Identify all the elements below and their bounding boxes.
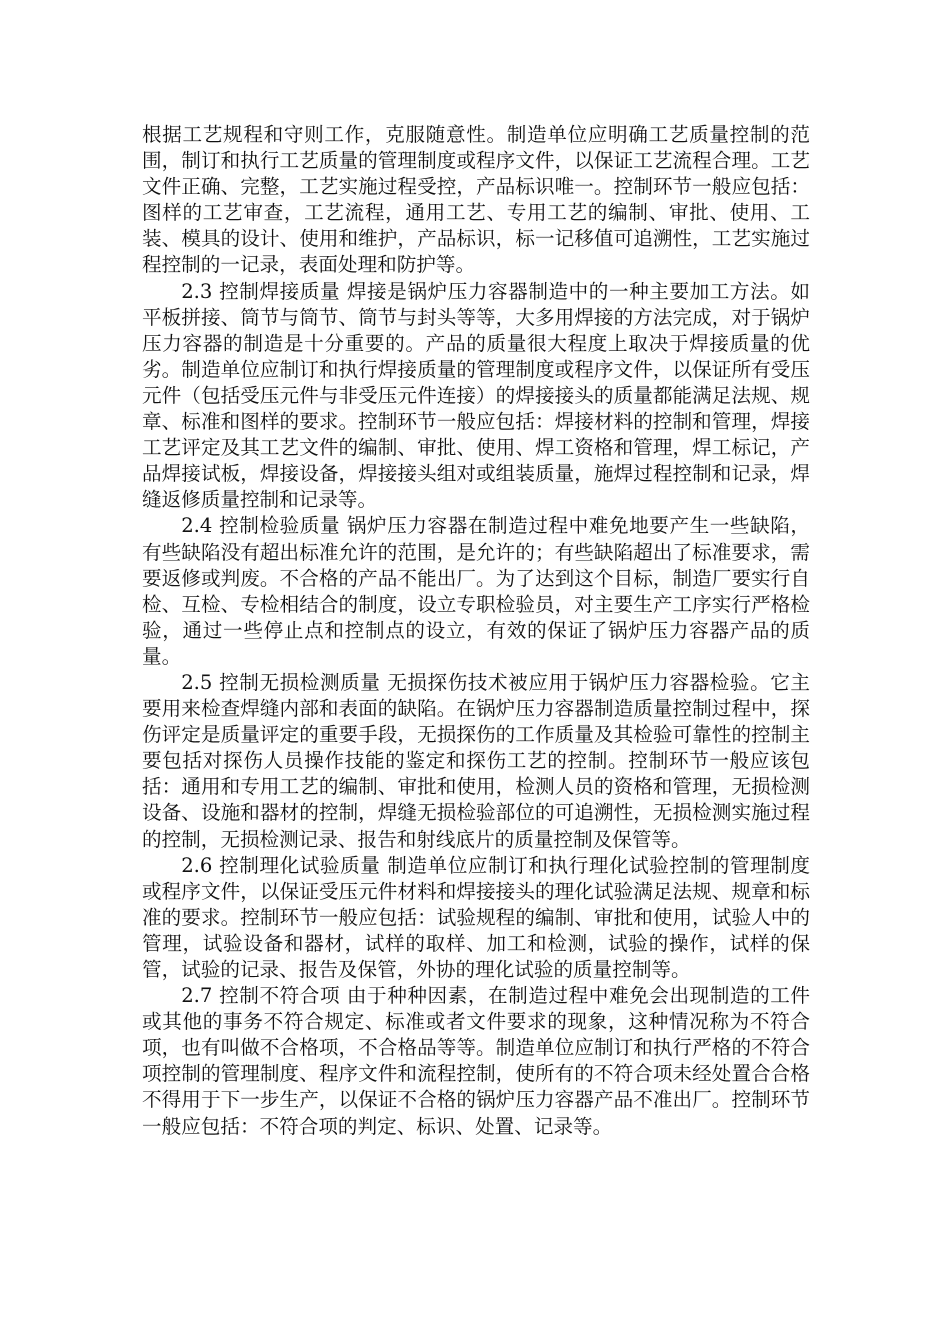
paragraph-inspection-quality: 2.4 控制检验质量 锅炉压力容器在制造过程中难免地要产生一些缺陷，有些缺陷没有超出标准允许的范围，是允许的；有些缺陷超出了标准要求，需要返修或判废。不合格的产品不能出厂。为了达到这个目标，制造厂要实行自检、互检、专检相结合的制度，设立专职检验员，对主要生产工序实行严格检验，通过一些停止点和控制点的设立，有效的保证了锅炉压力容器产品的质量。 [142, 514, 810, 668]
document-body [142, 122, 810, 1140]
paragraph-ndt-quality: 2.5 控制无损检测质量 无损探伤技术被应用于锅炉压力容器检验。它主要用来检查焊缝内部和表面的缺陷。在锅炉压力容器制造质量控制过程中，探伤评定是质量评定的重要手段，无损探伤的工作质量及其检验可靠性的控制主要包括对探伤人员操作技能的鉴定和探伤工艺的控制。控制环节一般应该包括：通用和专用工艺的编制、审批和使用，检测人员的资格和管理，无损检测设备、设施和器材的控制，焊缝无损检验部位的可追溯性，无损检测实施过程的控制，无损检测记录、报告和射线底片的质量控制及保管等。 [142, 670, 810, 851]
paragraph-nonconformance-control: 2.7 控制不符合项 由于种种因素，在制造过程中难免会出现制造的工件或其他的事务不符合规定、标准或者文件要求的现象，这种情况称为不符合项，也有叫做不合格项，不合格品等等。制造单位应制订和执行严格的不符合项控制的管理制度、程序文件和流程控制，使所有的不符合项未经处置合合格不得用于下一步生产，以保证不合格的锅炉压力容器产品不准出厂。控制环节一般应包括：不符合项的判定、标识、处置、记录等。 [142, 984, 810, 1138]
paragraph-physicochemical-test-quality: 2.6 控制理化试验质量 制造单位应制订和执行理化试验控制的管理制度或程序文件，以保证受压元件材料和焊接接头的理化试验满足法规、规章和标准的要求。控制环节一般应包括：试验规程的编制、审批和使用，试验人中的管理，试验设备和器材，试样的取样、加工和检测，试验的操作，试样的保管，试验的记录、报告及保管，外协的理化试验的质量控制等。 [142, 853, 810, 981]
paragraph-welding-quality: 2.3 控制焊接质量 焊接是锅炉压力容器制造中的一种主要加工方法。如平板拼接、筒节与筒节、筒节与封头等等，大多用焊接的方法完成，对于锅炉压力容器的制造是十分重要的。产品的质量很大程度上取决于焊接质量的优劣。制造单位应制订和执行焊接质量的管理制度或程序文件，以保证所有受压元件（包括受压元件与非受压元件连接）的焊接接头的质量都能满足法规、规章、标准和图样的要求。控制环节一般应包括：焊接材料的控制和管理，焊接工艺评定及其工艺文件的编制、审批、使用、焊工资格和管理，焊工标记，产品焊接试板，焊接设备，焊接接头组对或组装质量，施焊过程控制和记录，焊缝返修质量控制和记录等。 [142, 279, 810, 512]
paragraph-process-quality-continued: 根据工艺规程和守则工作，克服随意性。制造单位应明确工艺质量控制的范围，制订和执行工艺质量的管理制度或程序文件，以保证工艺流程合理。工艺文件正确、完整，工艺实施过程受控，产品标识唯一。控制环节一般应包括：图样的工艺审查，工艺流程，通用工艺、专用工艺的编制、审批、使用、工装、模具的设计、使用和维护，产品标识，标一记移值可追溯性，工艺实施过程控制的一记录，表面处理和防护等。 [142, 123, 810, 277]
